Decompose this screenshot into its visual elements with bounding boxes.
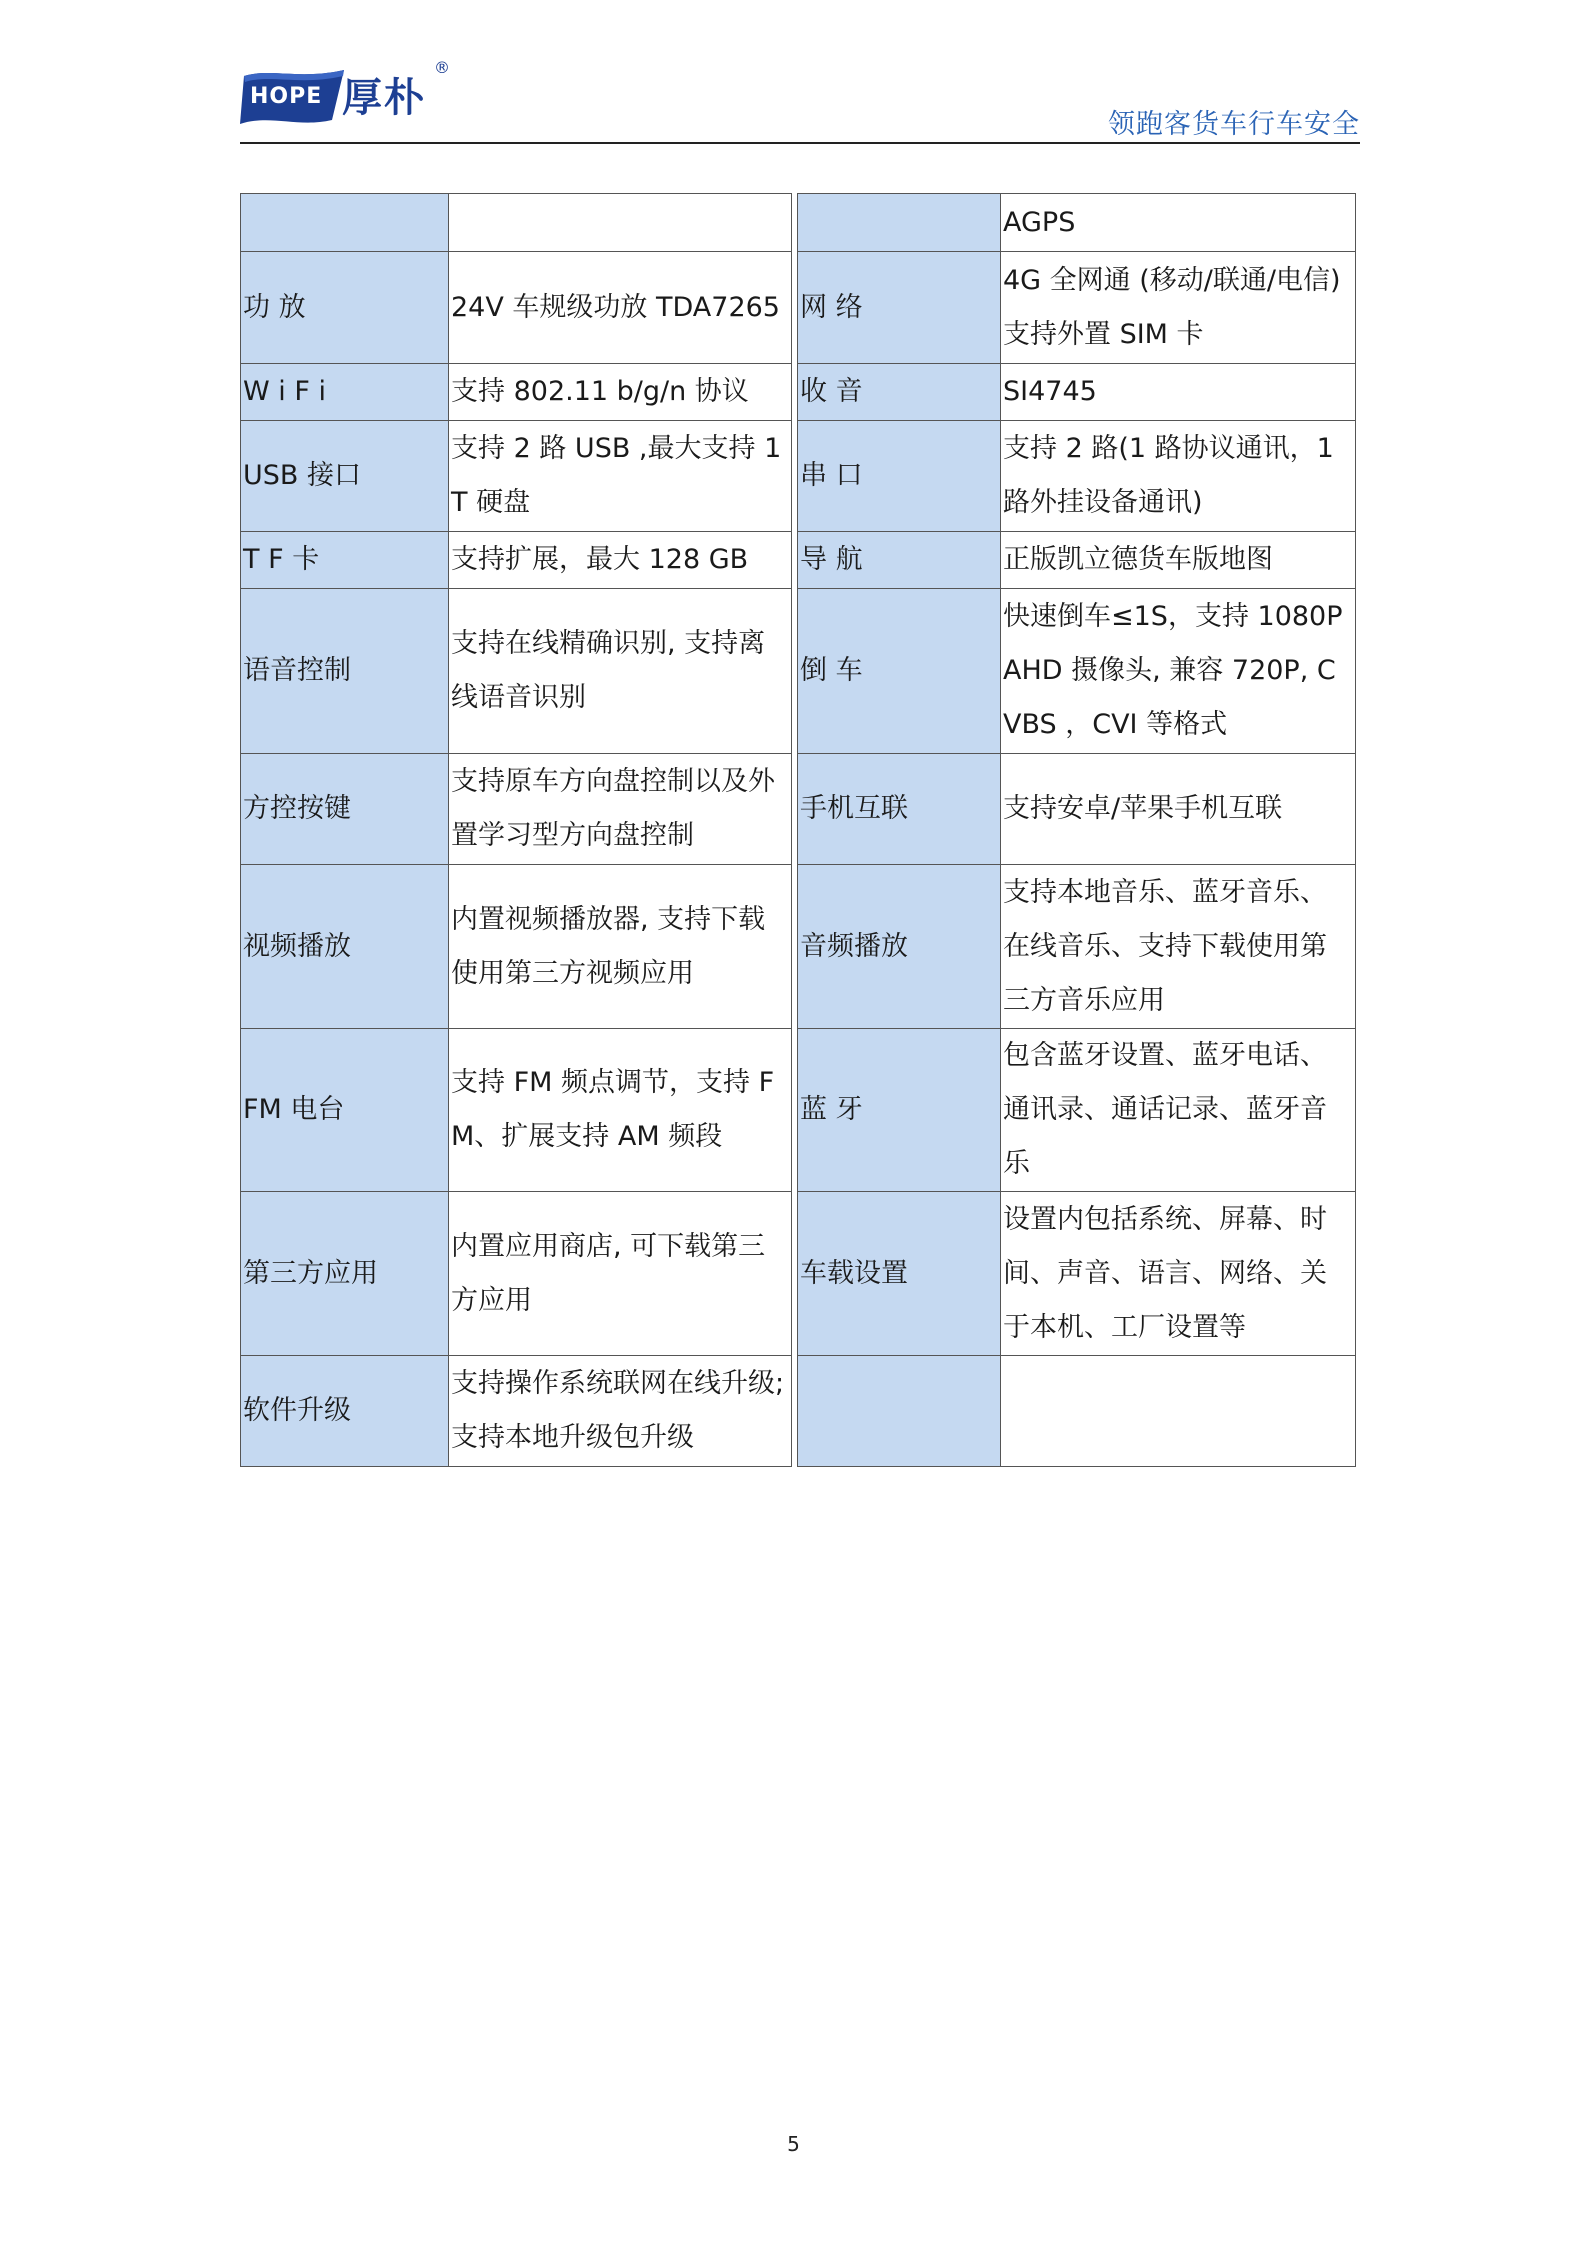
- table-row: [241, 589, 1356, 754]
- spec-value: 支持 FM 频点调节，支持 FM、扩展支持 AM 频段: [449, 1029, 792, 1192]
- spec-label: USB 接口: [241, 421, 449, 532]
- spec-label: 方控按键: [241, 754, 449, 865]
- spec-value: 快速倒车≤1S，支持 1080P AHD 摄像头, 兼容 720P, CVBS ，CVI 等格式: [1001, 589, 1356, 754]
- spec-label: [241, 194, 449, 252]
- table-row: [241, 1029, 1356, 1192]
- table-row: [241, 754, 1356, 865]
- logo-latin-text: HOPE: [250, 84, 323, 109]
- spec-value: 支持安卓/苹果手机互联: [1001, 754, 1356, 865]
- spec-value: 支持 2 路 USB ,最大支持 1T 硬盘: [449, 421, 792, 532]
- spec-table: [240, 193, 1356, 1467]
- hope-logo: [240, 58, 460, 138]
- spec-label: 收 音: [798, 364, 1001, 421]
- spec-label: T F 卡: [241, 532, 449, 589]
- spec-value: 支持原车方向盘控制以及外置学习型方向盘控制: [449, 754, 792, 865]
- spec-label: 第三方应用: [241, 1192, 449, 1356]
- page-number: 5: [787, 2132, 800, 2156]
- spec-label: [798, 194, 1001, 252]
- spec-value: AGPS: [1001, 194, 1356, 252]
- spec-value: 4G 全网通 (移动/联通/电信) 支持外置 SIM 卡: [1001, 252, 1356, 364]
- table-row: [241, 1356, 1356, 1467]
- table-row: [241, 364, 1356, 421]
- spec-value: 内置应用商店, 可下载第三方应用: [449, 1192, 792, 1356]
- spec-label: 手机互联: [798, 754, 1001, 865]
- spec-value: 支持本地音乐、蓝牙音乐、在线音乐、支持下载使用第三方音乐应用: [1001, 865, 1356, 1029]
- spec-value: 支持扩展，最大 128 GB: [449, 532, 792, 589]
- spec-value: SI4745: [1001, 364, 1356, 421]
- spec-label: W i F i: [241, 364, 449, 421]
- spec-label: 软件升级: [241, 1356, 449, 1467]
- spec-value: 支持在线精确识别, 支持离线语音识别: [449, 589, 792, 754]
- spec-label: 网 络: [798, 252, 1001, 364]
- header-slogan: 领跑客货车行车安全: [1108, 109, 1360, 140]
- spec-value: 包含蓝牙设置、蓝牙电话、通讯录、通话记录、蓝牙音乐: [1001, 1029, 1356, 1192]
- spec-label: FM 电台: [241, 1029, 449, 1192]
- spec-label: [798, 1356, 1001, 1467]
- table-row: [241, 252, 1356, 364]
- table-row: [241, 865, 1356, 1029]
- spec-label: 导 航: [798, 532, 1001, 589]
- spec-label: 功 放: [241, 252, 449, 364]
- spec-label: 串 口: [798, 421, 1001, 532]
- spec-value: 正版凯立德货车版地图: [1001, 532, 1356, 589]
- page-header: [240, 58, 1360, 144]
- spec-value: 支持 802.11 b/g/n 协议: [449, 364, 792, 421]
- spec-value: 24V 车规级功放 TDA7265: [449, 252, 792, 364]
- header-divider: [240, 142, 1360, 144]
- spec-value: 设置内包括系统、屏幕、时间、声音、语言、网络、关于本机、工厂设置等: [1001, 1192, 1356, 1356]
- spec-label: 视频播放: [241, 865, 449, 1029]
- table-row: [241, 1192, 1356, 1356]
- spec-label: 音频播放: [798, 865, 1001, 1029]
- spec-label: 蓝 牙: [798, 1029, 1001, 1192]
- spec-value: 支持 2 路(1 路协议通讯，1 路外挂设备通讯): [1001, 421, 1356, 532]
- table-row: [241, 532, 1356, 589]
- spec-value: [1001, 1356, 1356, 1467]
- registered-mark: ®: [434, 58, 450, 77]
- spec-label: 语音控制: [241, 589, 449, 754]
- table-row: [241, 421, 1356, 532]
- table-row: [241, 194, 1356, 252]
- logo-chinese-text: 厚朴: [342, 75, 426, 121]
- spec-value: 支持操作系统联网在线升级; 支持本地升级包升级: [449, 1356, 792, 1467]
- spec-value: [449, 194, 792, 252]
- spec-value: 内置视频播放器, 支持下载使用第三方视频应用: [449, 865, 792, 1029]
- spec-label: 车载设置: [798, 1192, 1001, 1356]
- spec-label: 倒 车: [798, 589, 1001, 754]
